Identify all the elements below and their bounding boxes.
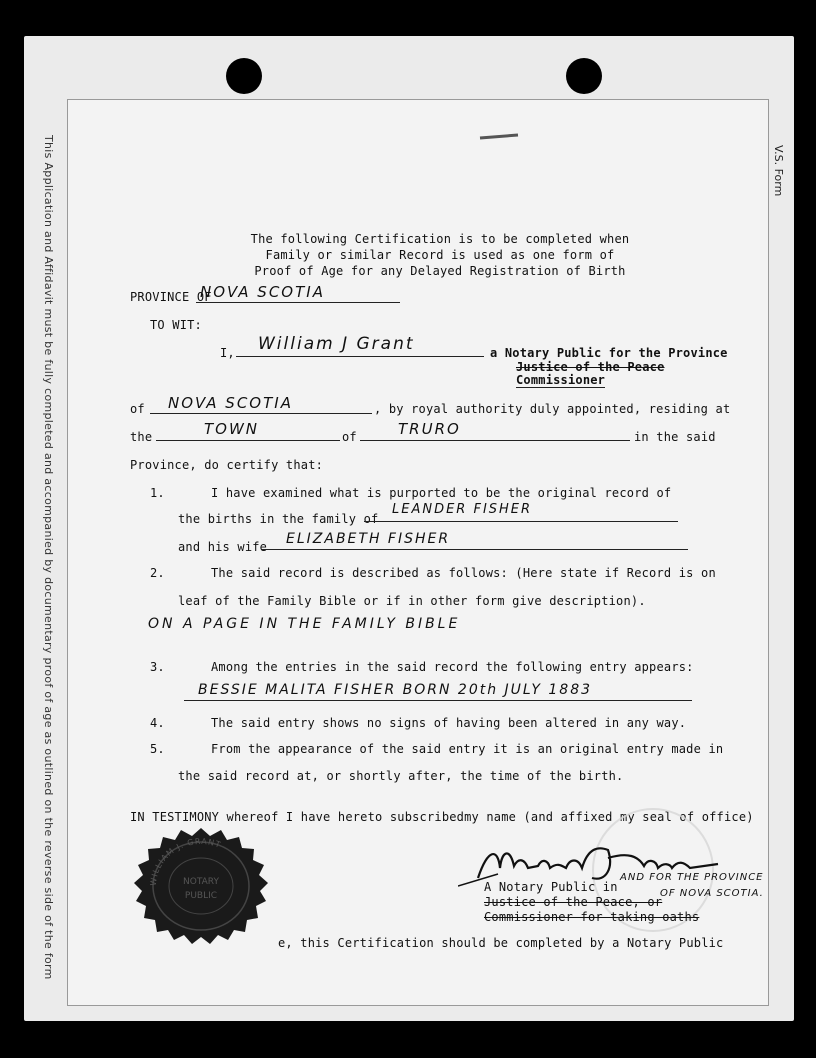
item-2-line-1: The said record is described as follows: (Here state if Record is on xyxy=(211,566,716,580)
item-2-number: 2. xyxy=(150,566,165,580)
office-commissioner: Commissioner xyxy=(516,373,606,387)
footer-note: e, this Certification should be completed by a Notary Public xyxy=(278,936,724,950)
office-notary: a Notary Public for the Province xyxy=(490,346,728,360)
signer-title-2: Justice of the Peace, or xyxy=(484,895,663,909)
signer-title-1-hw: AND FOR THE PROVINCE xyxy=(620,872,764,883)
office-justice: Justice of the Peace xyxy=(516,360,665,374)
item-5-number: 5. xyxy=(150,742,165,756)
family-line xyxy=(364,521,678,522)
side-instruction-text: This Application and Affidavit must be fully completed and accompanied by documentary proof of age as outlined on the reverse side of the form xyxy=(42,135,55,980)
royal-authority-text: , by royal authority duly appointed, residing at xyxy=(374,402,731,416)
record-description: ON A PAGE IN THE FAMILY BIBLE xyxy=(148,616,461,632)
family-name: LEANDER FISHER xyxy=(392,502,533,517)
heading-line-3: Proof of Age for any Delayed Registration of Birth xyxy=(254,264,626,278)
to-wit-label: TO WIT: xyxy=(150,318,202,332)
item-5-line-2: the said record at, or shortly after, the time of the birth. xyxy=(178,769,624,783)
the-value: TOWN xyxy=(204,420,260,438)
of-value: NOVA SCOTIA xyxy=(168,394,293,412)
of-line-2 xyxy=(360,440,630,441)
i-label: I, xyxy=(220,346,235,360)
the-label: the xyxy=(130,430,153,444)
item-4-number: 4. xyxy=(150,716,165,730)
province-line xyxy=(196,302,400,303)
signer-title-2-hw: OF NOVA SCOTIA. xyxy=(660,888,764,899)
heading-line-1: The following Certification is to be completed when xyxy=(250,232,630,246)
province-label: PROVINCE OF xyxy=(130,290,212,304)
item-1-label-family: the births in the family of xyxy=(178,512,379,526)
birth-entry-line xyxy=(184,700,692,701)
of-label: of xyxy=(130,402,145,416)
seal-name: WILLIAM J. GRANT xyxy=(148,836,223,887)
paper-mark xyxy=(478,132,520,142)
in-the-said: in the said xyxy=(634,430,716,444)
province-certify: Province, do certify that: xyxy=(130,458,324,472)
notary-name: William J Grant xyxy=(258,334,415,354)
notary-name-line xyxy=(236,356,484,357)
item-3-line-1: Among the entries in the said record the following entry appears: xyxy=(211,660,694,674)
form-label: V.S. Form xyxy=(772,145,785,197)
item-4-line-1: The said entry shows no signs of having been altered in any way. xyxy=(211,716,687,730)
of-value-2: TRURO xyxy=(398,420,461,438)
seal-notary: NOTARY xyxy=(183,877,219,887)
item-1-number: 1. xyxy=(150,486,165,500)
punch-hole-right xyxy=(566,58,602,94)
wife-name: ELIZABETH FISHER xyxy=(286,531,451,547)
item-5-line-1: From the appearance of the said entry it is an original entry made in xyxy=(211,742,724,756)
item-3-number: 3. xyxy=(150,660,165,674)
testimony-text: IN TESTIMONY whereof I have hereto subscribedmy name (and affixed my seal of office) xyxy=(130,810,754,824)
province-value: NOVA SCOTIA xyxy=(200,283,325,301)
punch-hole-left xyxy=(226,58,262,94)
signer-title-1: A Notary Public in xyxy=(484,880,618,894)
heading-line-2: Family or similar Record is used as one form of xyxy=(265,248,615,262)
item-1-line-1: I have examined what is purported to be the original record of xyxy=(211,486,672,500)
seal-public: PUBLIC xyxy=(184,891,218,901)
item-2-line-2: leaf of the Family Bible or if in other form give description). xyxy=(178,594,646,608)
birth-entry: BESSIE MALITA FISHER BORN 20th JULY 1883 xyxy=(198,682,593,698)
item-1-label-wife: and his wife xyxy=(178,540,268,554)
wife-line xyxy=(262,549,688,550)
the-line xyxy=(156,440,340,441)
notary-seal xyxy=(124,826,278,946)
of-line xyxy=(150,413,372,414)
signer-title-3: Commissioner for taking oaths xyxy=(484,910,700,924)
of-label-2: of xyxy=(342,430,357,444)
